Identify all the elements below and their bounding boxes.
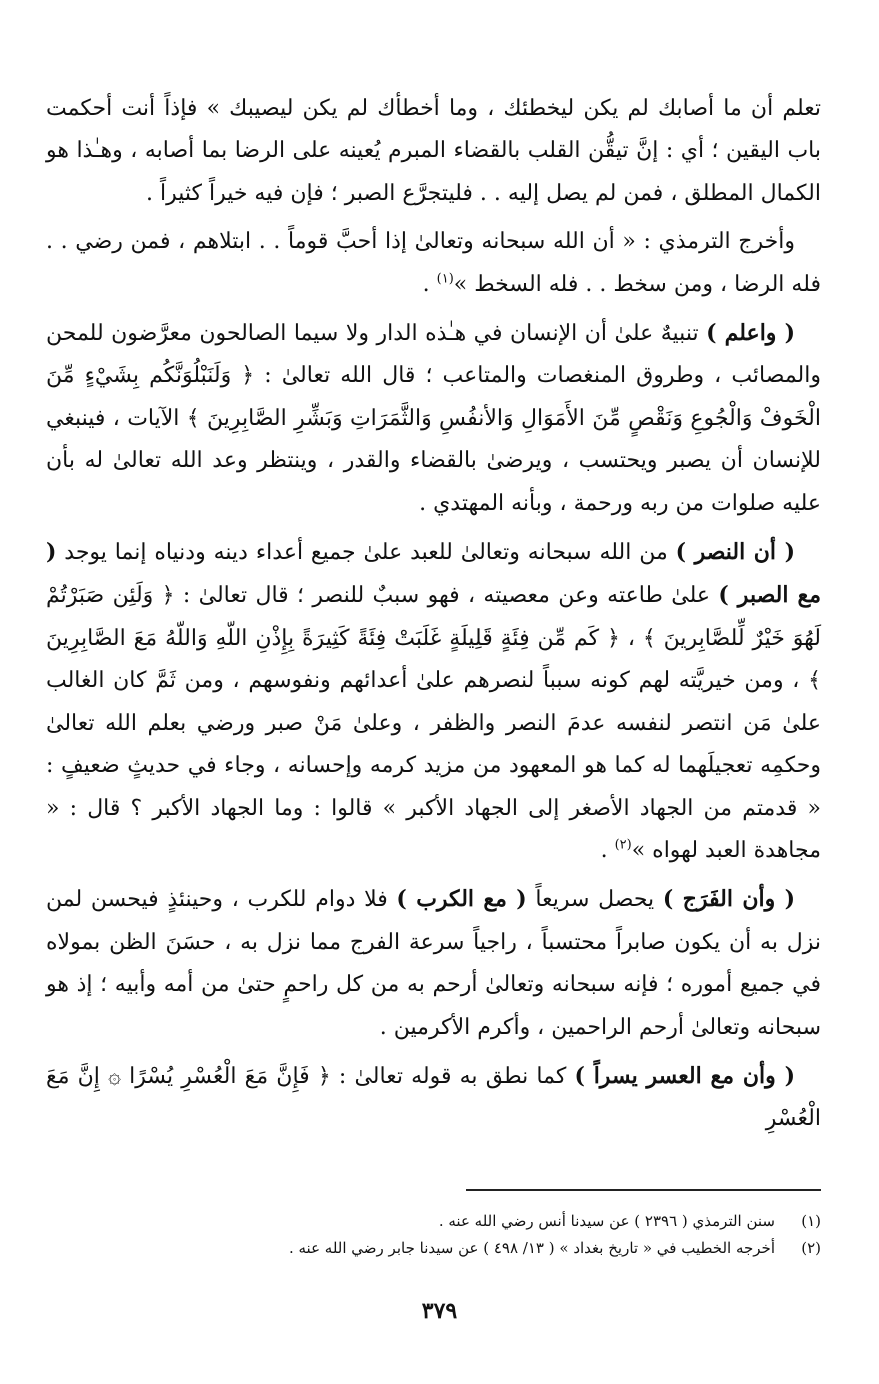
- footnote-2: [46, 1235, 821, 1262]
- footnote-1: [46, 1208, 821, 1235]
- paragraph-4-tail: .: [600, 837, 615, 863]
- paragraph-6-text: كما نطق به قوله تعالىٰ : ﴿ فَإِنَّ مَعَ الْعُسْرِ يُسْرًا ۞ إِنَّ مَعَ الْعُسْرِ: [46, 1063, 821, 1132]
- paragraph-3: [46, 312, 821, 525]
- footnote-1-number: (١): [801, 1212, 821, 1230]
- paragraph-4: [46, 531, 821, 872]
- footnote-ref-2[interactable]: (٢): [614, 837, 632, 853]
- paragraph-4-text: من الله سبحانه وتعالىٰ للعبد علىٰ جميع أعداء دينه ودنياه إنما يوجد: [56, 540, 676, 566]
- paragraph-5-lead-2: ( مع الكرب ): [396, 886, 527, 913]
- paragraph-1-text: تعلم أن ما أصابك لم يكن ليخطئك ، وما أخطأك لم يكن ليصيبك » فإذاً أنت أحكمت باب اليقين ؛ أي : إنَّ تيقُّن القلب بالقضاء المبرم يُعينه على الرضا بما أصابه ، وهـٰذا هو الكمال المطلق ، فمن لم يصل إليه . . فليتجرَّع الصبر ؛ فإن فيه خيراً كثيراً .: [46, 96, 821, 206]
- page-number: ٣٧٩: [421, 1298, 458, 1324]
- paragraph-6-lead: ( وأن مع العسر يسراً ): [574, 1062, 795, 1089]
- paragraph-6: [46, 1055, 821, 1141]
- paragraph-2: [46, 221, 821, 306]
- footnote-1-text: سنن الترمذي ( ٢٣٩٦ ) عن سيدنا أنس رضي الله عنه .: [438, 1212, 775, 1230]
- paragraph-1: [46, 88, 821, 215]
- footnote-2-number: (٢): [801, 1239, 821, 1257]
- footnote-ref-1[interactable]: (١): [436, 271, 454, 287]
- footnote-divider: [466, 1189, 821, 1191]
- paragraph-3-lead: ( واعلم ): [706, 320, 795, 347]
- paragraph-2-tail: .: [422, 271, 437, 297]
- paragraph-3-text: تنبيهٌ علىٰ أن الإنسان في هـٰذه الدار ولا سيما الصالحون معرَّضون للمحن والمصائب ، وطروق المنغصات والمتاعب ؛ قال الله تعالىٰ : ﴿ وَلَنَبْلُوَنَّكُم بِشَيْءٍ مِّنَ الْخَوفْ وَالْجُوعِ وَنَقْصٍ مِّنَ الأَمَوَالِ وَالأنفُسِ وَالثَّمَرَاتِ وَبَشِّرِ الصَّابِرِينَ ﴾ الآيات ، فينبغي للإنسان أن يصبر ويحتسب ، ويرضىٰ بالقضاء والقدر ، وينتظر وعد الله تعالىٰ له بأن عليه صلوات من ربه ورحمة ، وبأنه المهتدي .: [46, 321, 821, 516]
- paragraph-5-text: يحصل سريعاً: [526, 887, 663, 913]
- paragraph-4-lead-2: ( مع الصبر ): [46, 539, 821, 609]
- paragraph-5-text-2: فلا دوام للكرب ، وحينئذٍ فيحسن لمن نزل به أن يكون صابراً محتسباً ، راجياً سرعة الفرج مما نزل به ، حسَنَ الظن بمولاه في جميع أموره ؛ فإنه سبحانه وتعالىٰ أرحم به من كل راحمٍ حتىٰ من أمه وأبيه ؛ إذ هو سبحانه وتعالىٰ أرحم الراحمين ، وأكرم الأكرمين .: [46, 887, 821, 1040]
- footnotes: [46, 1208, 821, 1262]
- paragraph-2-text: وأخرج الترمذي : « أن الله سبحانه وتعالىٰ إذا أحبَّ قوماً . . ابتلاهم ، فمن رضي . . فله الرضا ، ومن سخط . . فله السخط »: [46, 229, 821, 297]
- paragraph-5-lead: ( وأن الفَرَج ): [662, 886, 795, 913]
- footnote-2-text: أخرجه الخطيب في « تاريخ بغداد » ( ١٣/ ٤٩٨ ) عن سيدنا جابر رضي الله عنه .: [288, 1239, 775, 1257]
- paragraph-4-text-2: علىٰ طاعته وعن معصيته ، فهو سببٌ للنصر ؛ قال تعالىٰ : ﴿ وَلَئِن صَبَرْتُمْ لَهُوَ خَيْرٌ لِّلصَّابِرينَ ﴾ ، ﴿ كَم مِّن فِئَةٍ قَلِيلَةٍ غَلَبَتْ فِئَةً كَثِيرَةً بِإِذْنِ اللّهِ وَاللّهُ مَعَ الصَّابِرِينَ ﴾ ، ومن خيريَّته لهم كونه سبباً لنصرهم علىٰ أعدائهم ونفوسهم ، ومن ثَمَّ كان الغالب علىٰ مَن انتصر لنفسه عدمَ النصر والظفر ، وعلىٰ مَنْ صبر ورضي بعلم الله تعالىٰ وحكمِه تعجيلَهما له كما هو المعهود من مزيد كرمه وإحسانه ، وجاء في حديثٍ ضعيفٍ : « قدمتم من الجهاد الأصغر إلى الجهاد الأكبر » قالوا : وما الجهاد الأكبر ؟ قال : « مجاهدة العبد لهواه »: [46, 583, 821, 863]
- paragraph-5: [46, 878, 821, 1049]
- paragraph-4-lead: ( أن النصر ): [675, 539, 795, 566]
